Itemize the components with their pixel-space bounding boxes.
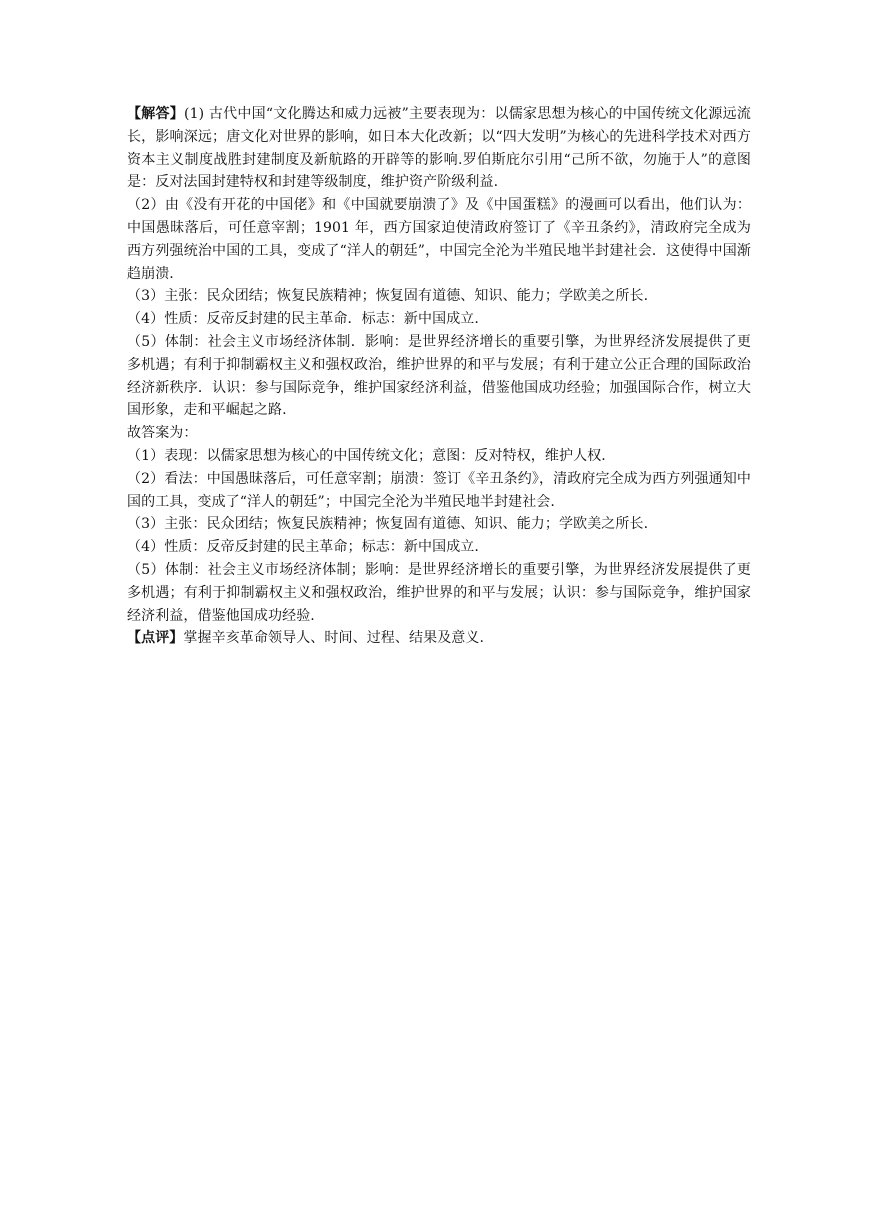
answer-paragraph-5: （5）体制：社会主义市场经济体制．影响：是世界经济增长的重要引擎，为世界经济发展提供了更多机遇；有利于抑制霸权主义和强权政治，维护世界的和平与发展；有利于建立公正合理的国际政治经济新秩序．认识：参与国际竞争，维护国家经济利益，借鉴他国成功经验；加强国际合作，树立大国形象，走和平崛起之路. bbox=[127, 333, 751, 419]
answer-paragraph-1 bbox=[127, 103, 751, 194]
summary-intro: 故答案为： bbox=[127, 425, 198, 442]
summary-paragraph-2: （2）看法：中国愚昧落后，可任意宰割；崩溃：签订《辛丑条约》，清政府完全成为西方列强通知中国的工具，变成了“洋人的朝廷”；中国完全沦为半殖民地半封建社会. bbox=[127, 470, 751, 510]
comment-label: 【点评】 bbox=[127, 630, 184, 647]
answer-paragraph-3: （3）主张：民众团结；恢复民族精神；恢复固有道德、知识、能力；学欧美之所长. bbox=[127, 288, 649, 305]
comment-paragraph bbox=[127, 627, 751, 650]
summary-paragraph-3: （3）主张：民众团结；恢复民族精神；恢复固有道德、知识、能力；学欧美之所长. bbox=[127, 516, 649, 533]
answer-paragraph-4: （4）性质：反帝反封建的民主革命．标志：新中国成立. bbox=[127, 311, 479, 328]
comment-text: 掌握辛亥革命领导人、时间、过程、结果及意义. bbox=[183, 630, 485, 647]
summary-paragraph-5: （5）体制：社会主义市场经济体制；影响：是世界经济增长的重要引擎，为世界经济发展提供了更多机遇；有利于抑制霸权主义和强权政治，维护世界的和平与发展；认识：参与国际竞争，维护国家经济利益，借鉴他国成功经验. bbox=[127, 561, 751, 624]
answer-paragraph-2: （2）由《没有开花的中国佬》和《中国就要崩溃了》及《中国蛋糕》的漫画可以看出，他们认为：中国愚昧落后，可任意宰割；1901 年，西方国家迫使清政府签订了《辛丑条约》，清政府完全成为西方列强统治中国的工具，变成了“洋人的朝廷”，中国完全沦为半殖民地半封建社会．这使得中国渐趋崩溃. bbox=[127, 197, 751, 282]
answer-label: 【解答】 bbox=[127, 106, 185, 122]
summary-paragraph-4: （4）性质：反帝反封建的民主革命；标志：新中国成立. bbox=[127, 539, 479, 556]
summary-paragraph-1: （1）表现：以儒家思想为核心的中国传统文化；意图：反对特权，维护人权. bbox=[127, 447, 606, 464]
answer-body bbox=[127, 103, 751, 650]
answer-text-1: (1) 古代中国“文化腾达和威力远被”主要表现为：以儒家思想为核心的中国传统文化源远流长，影响深远；唐文化对世界的影响，如日本大化改新；以“四大发明”为核心的先进科学技术对西方资本主义制度战胜封建制度及新航路的开辟等的影响.罗伯斯庇尔引用“己所不欲，勿施于人”的意图是：反对法国封建特权和封建等级制度，维护资产阶级利益. bbox=[127, 106, 751, 191]
